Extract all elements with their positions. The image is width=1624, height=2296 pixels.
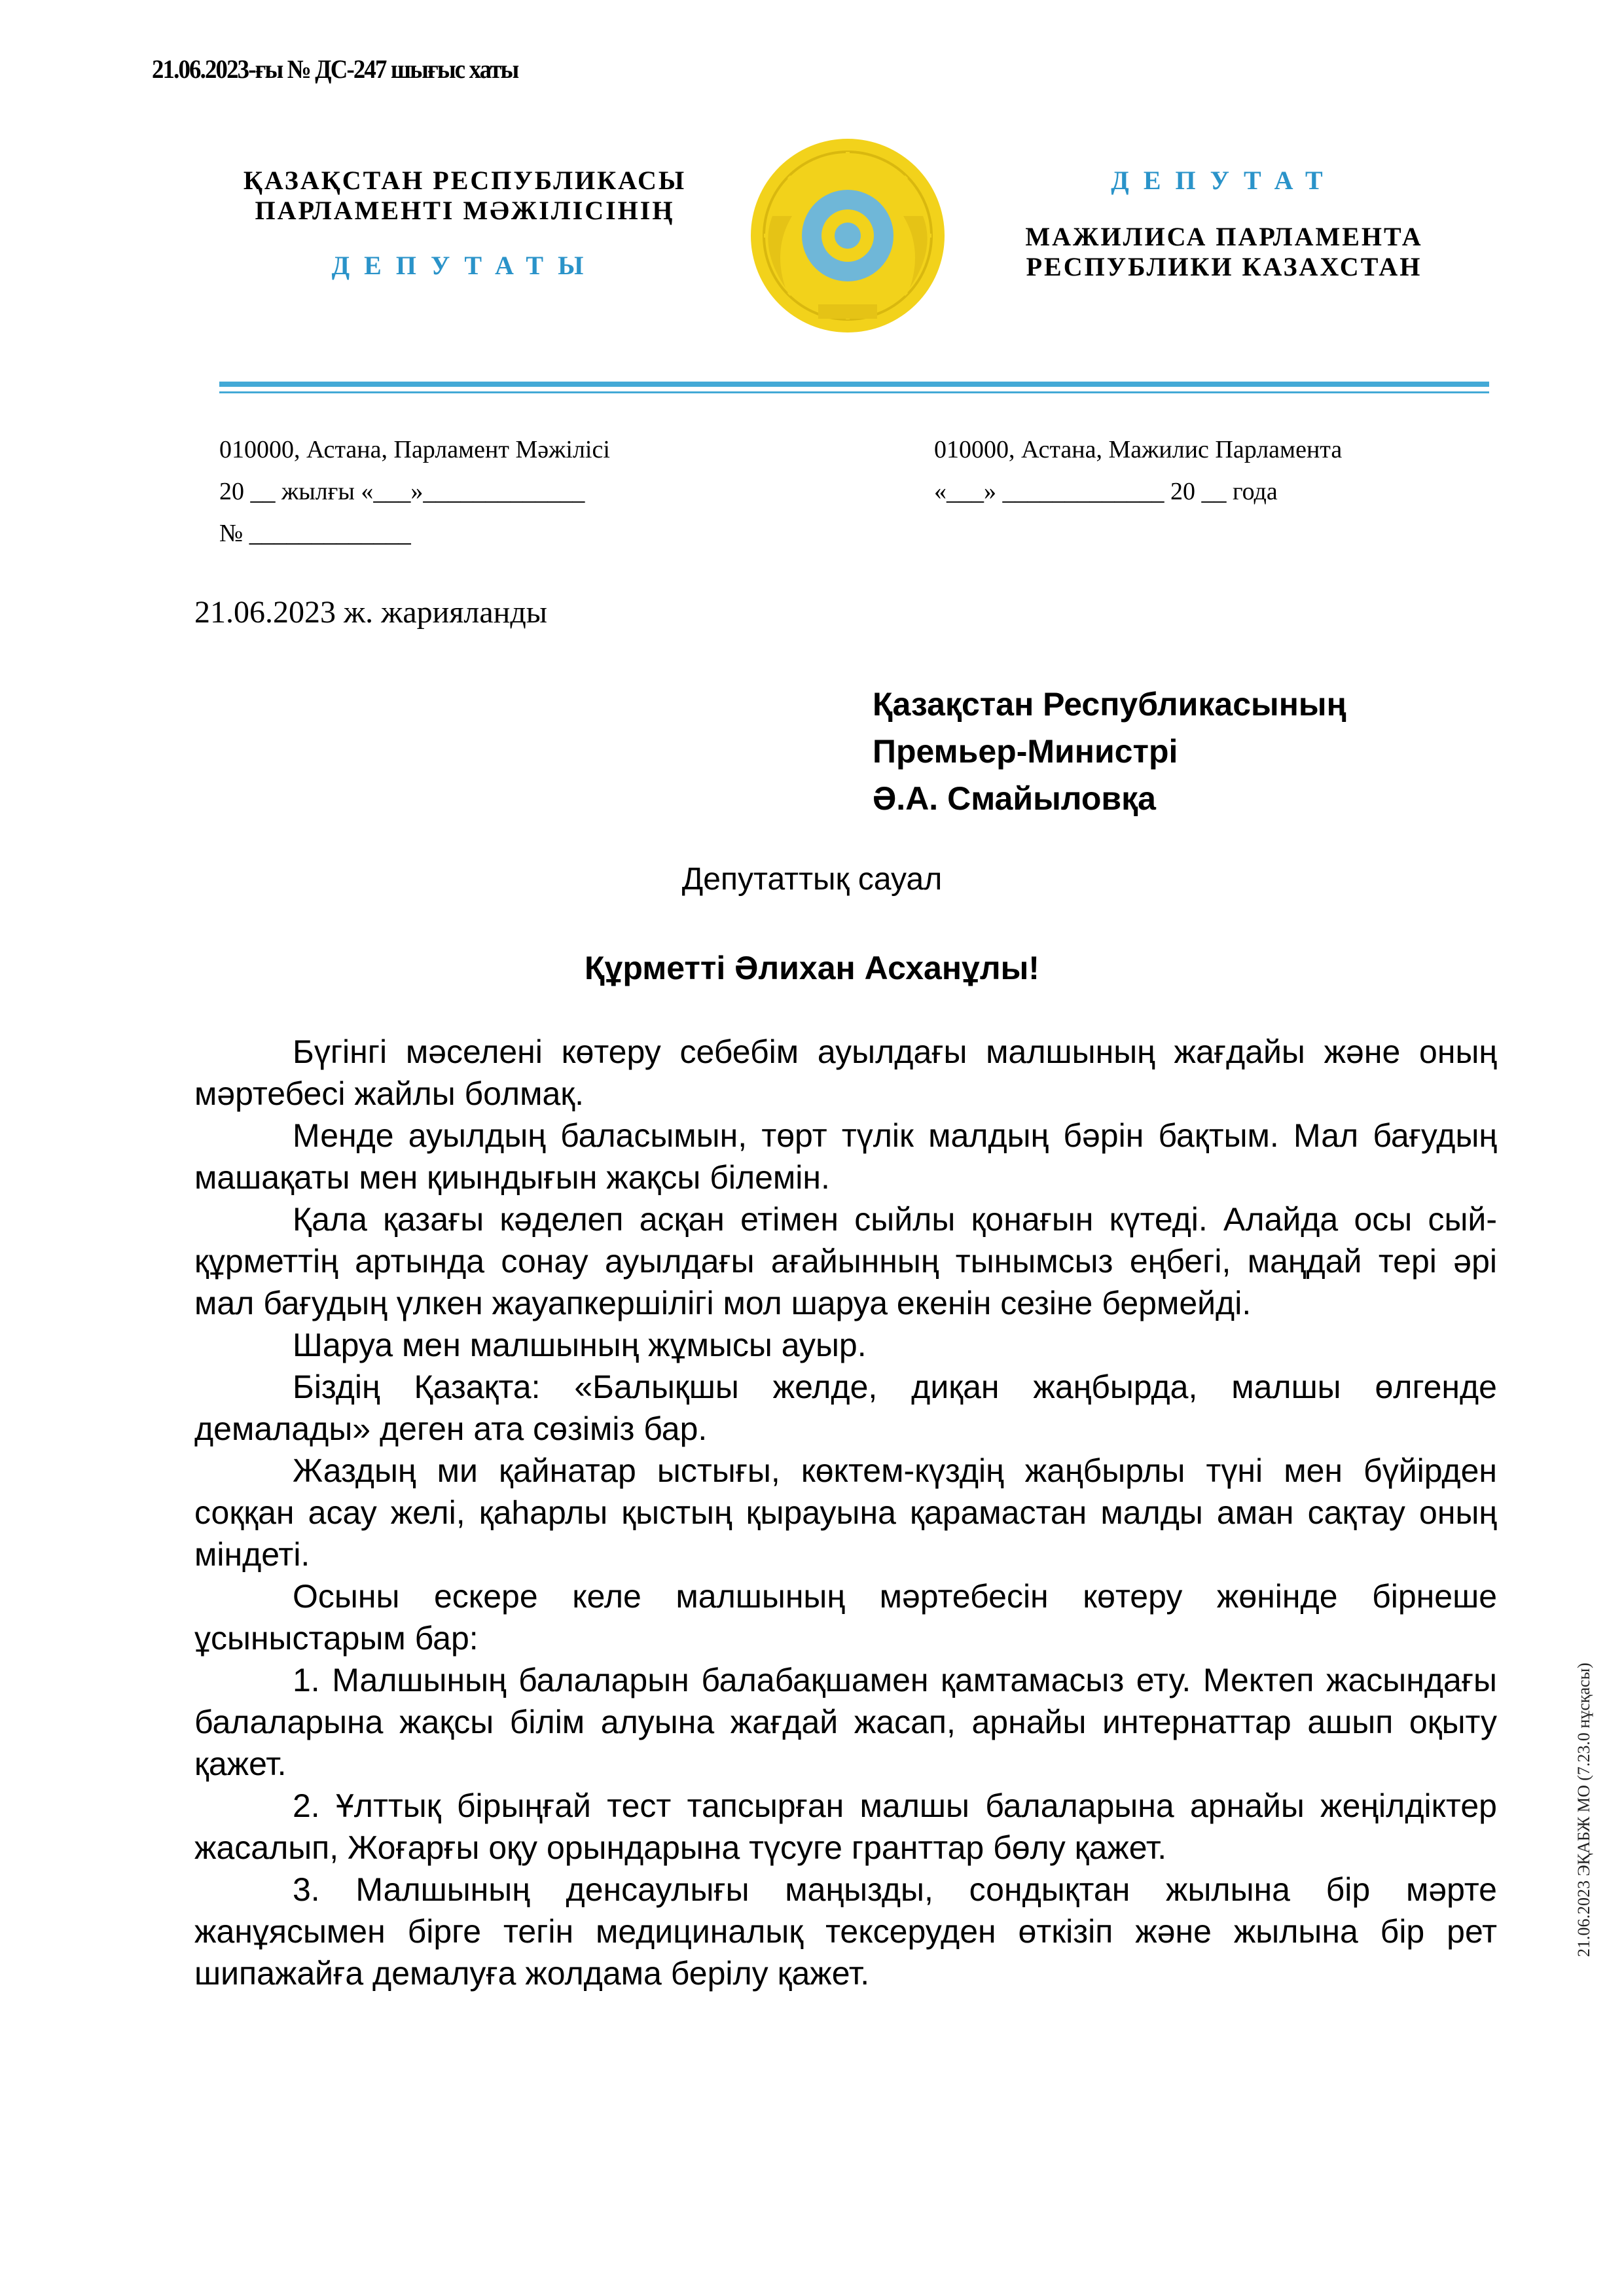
- date-line-kz: 20 __ жылғы «___»_____________: [219, 478, 585, 505]
- body-paragraph: 1. Малшының балаларын балабақшамен қамтамасыз ету. Мектеп жасындағы балаларына жақсы білім алуына жағдай жасап, арнайы интернаттар ашып оқыту қажет.: [194, 1662, 1497, 1782]
- letterhead-ru-line2: РЕСПУБЛИКИ КАЗАХСТАН: [1026, 252, 1422, 281]
- date-line-ru: «___» _____________ 20 __ года: [934, 478, 1278, 505]
- address-ru: 010000, Астана, Мажилис Парламента: [934, 436, 1343, 463]
- letterhead-kz-title: ДЕПУТАТЫ: [331, 251, 598, 280]
- addressee-block: [873, 681, 1346, 822]
- addressee-line: Премьер-Министрі: [873, 733, 1178, 770]
- side-registration-stamp: 21.06.2023 ЭҚАБЖ МО (7.23.0 нұсқасы): [1574, 1662, 1593, 1957]
- address-kz: 010000, Астана, Парламент Мәжілісі: [219, 436, 610, 463]
- letterhead-ru-line1: МАЖИЛИСА ПАРЛАМЕНТА: [1025, 222, 1423, 251]
- body-paragraph: Менде ауылдың баласымын, төрт түлік малдың бәрін бақтым. Мал бағудың машақаты мен қиындығын жақсы білемін.: [194, 1117, 1497, 1196]
- letterhead-divider-thin: [219, 391, 1489, 393]
- addressee-line: Ә.А. Смайыловқа: [873, 780, 1156, 817]
- document-type: Депутаттық сауал: [681, 862, 943, 897]
- body-paragraph: 2. Ұлттық бірыңғай тест тапсырған малшы балаларына арнайы жеңілдіктер жасалып, Жоғарғы оқу орындарына түсуге гранттар бөлу қажет.: [194, 1787, 1497, 1866]
- body-paragraph: Біздің Қазақта: «Балықшы желде, диқан жаңбырда, малшы өлгенде демалады» деген ата сөзіміз бар.: [194, 1369, 1497, 1447]
- number-line-kz: № _____________: [219, 520, 411, 547]
- letter-body: [194, 1031, 1497, 1994]
- addressee-line: Қазақстан Республикасының: [873, 686, 1346, 723]
- body-paragraph: Бүгінгі мәселені көтеру себебім ауылдағы малшының жағдайы және оның мәртебесі жайлы болмақ.: [194, 1033, 1497, 1112]
- published-date: 21.06.2023 ж. жарияланды: [194, 595, 548, 630]
- outgoing-reference: 21.06.2023-ғы № ДС-247 шығыс хаты: [152, 54, 518, 84]
- salutation: Құрметті Әлихан Асханұлы!: [585, 950, 1039, 986]
- body-paragraph: Шаруа мен малшының жұмысы ауыр.: [293, 1327, 867, 1363]
- letterhead-kz-line1: ҚАЗАҚСТАН РЕСПУБЛИКАСЫ: [243, 166, 687, 195]
- body-paragraph: Осыны ескере келе малшының мәртебесін көтеру жөнінде бірнеше ұсыныстарым бар:: [194, 1578, 1497, 1657]
- letterhead-ru-title: ДЕПУТАТ: [1111, 166, 1337, 195]
- letterhead-divider: [219, 382, 1489, 387]
- body-paragraph: 3. Малшының денсаулығы маңызды, сондықтан жылына бір мәрте жанұясымен бірге тегін медициналық тексеруден өткізіп және жылына бір рет шипажайға демалуға жолдама берілу қажет.: [194, 1871, 1497, 1992]
- letterhead-kz-line2: ПАРЛАМЕНТІ МӘЖІЛІСІНІҢ: [255, 196, 675, 225]
- state-emblem: [746, 137, 949, 334]
- body-paragraph: Жаздың ми қайнатар ыстығы, көктем-күздің жаңбырлы түні мен бүйірден соққан асау желі, қаһарлы қыстың қырауына қарамастан малды аман сақтау оның міндеті.: [194, 1452, 1497, 1573]
- body-paragraph: Қала қазағы кәделеп асқан етімен сыйлы қонағын күтеді. Алайда осы сый-құрметтің артында сонау ауылдағы ағайынның тынымсыз еңбегі, маңдай тері әрі мал бағудың үлкен жауапкершілігі мол шаруа екенін сезіне бермейді.: [194, 1201, 1497, 1321]
